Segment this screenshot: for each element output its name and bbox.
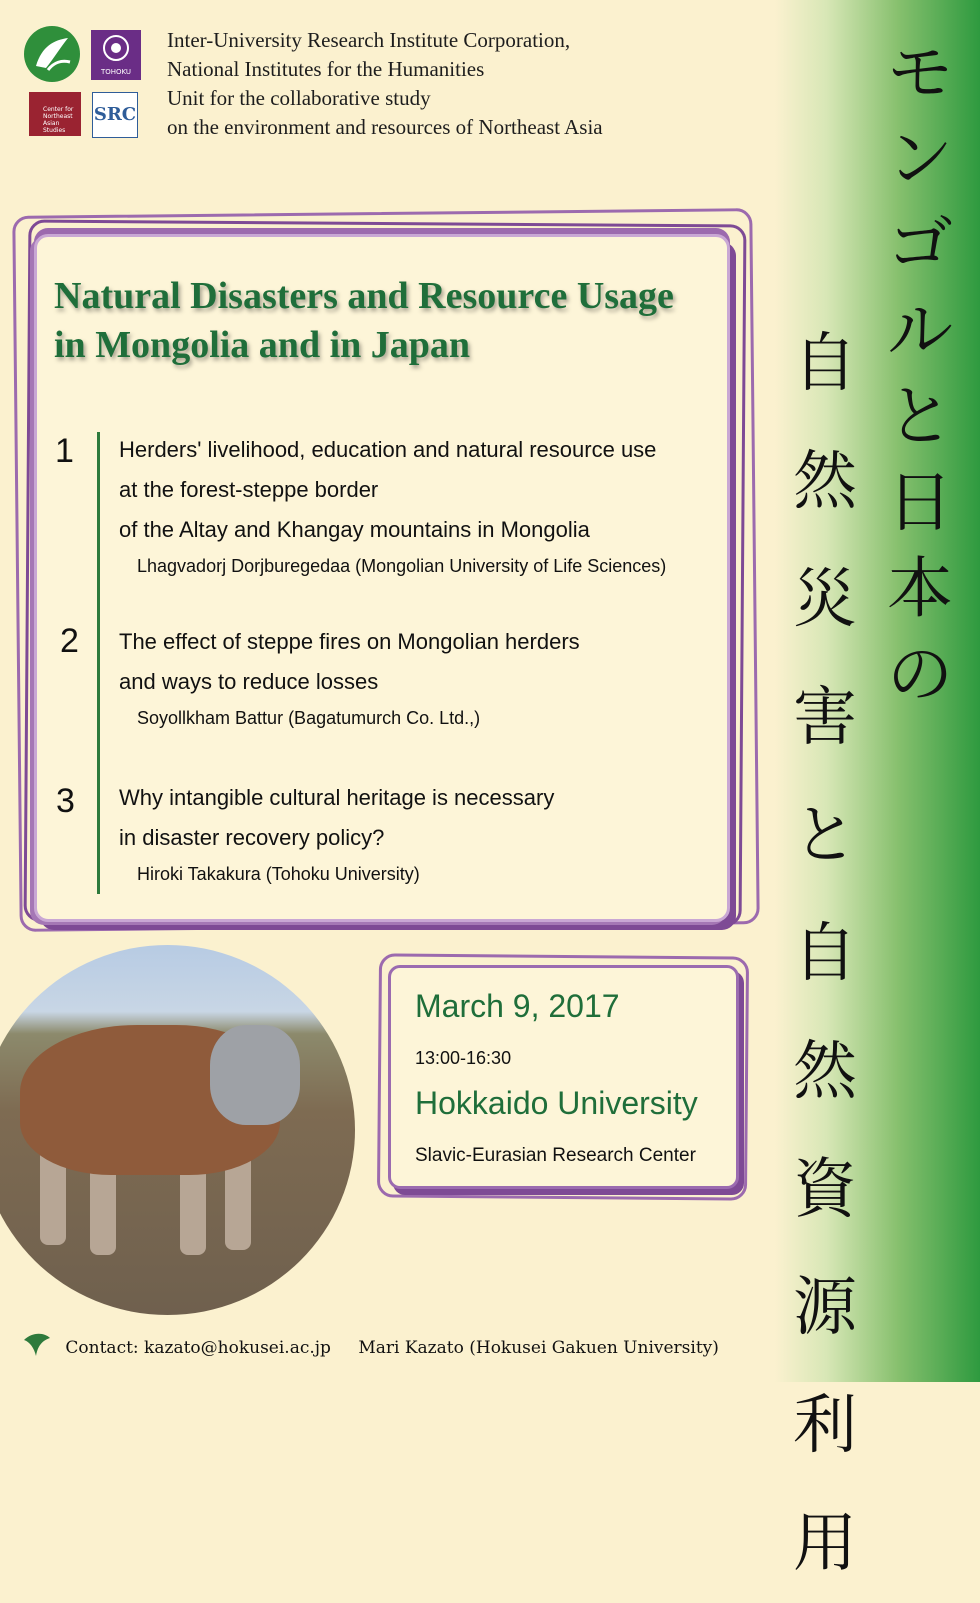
header-line: National Institutes for the Humanities (167, 57, 485, 81)
talk-title-line: Herders' livelihood, education and natural resource use (119, 437, 657, 462)
header-line: on the environment and resources of Northeast Asia (167, 115, 603, 139)
japanese-title-char: 然 (793, 1035, 857, 1109)
japanese-title-char: 然 (793, 445, 857, 519)
japanese-title-right-text (880, 30, 960, 718)
japanese-title-left-text (785, 305, 865, 1603)
tohoku-logo (91, 30, 141, 80)
japanese-title-char: 本 (887, 550, 953, 627)
japanese-title-char: 源 (793, 1271, 857, 1345)
event-venue-sub: Slavic-Eurasian Research Center (415, 1145, 696, 1166)
nihu-leaf-icon (24, 26, 80, 82)
japanese-title-char: 自 (793, 327, 857, 401)
japanese-title-char: ル (887, 292, 953, 369)
talk-title-line: The effect of steppe fires on Mongolian herders (119, 629, 580, 654)
leaf-icon (22, 1332, 52, 1365)
contact-person: Mari Kazato (Hokusei Gakuen University) (358, 1338, 719, 1358)
talk-title (119, 622, 580, 702)
japanese-title-char: の (887, 636, 953, 713)
talk-title-line: Why intangible cultural heritage is necessary (119, 785, 555, 810)
event-time: 13:00-16:30 (415, 1048, 512, 1068)
src-logo (92, 92, 138, 138)
tohoku-crest-icon (91, 30, 141, 66)
event-venue: Hokkaido University (415, 1085, 698, 1121)
japanese-title-char: 自 (793, 917, 857, 991)
cow-photo (0, 945, 355, 1315)
japanese-title-left (785, 305, 865, 1603)
talk-divider (97, 432, 100, 582)
cneas-logo-text: Center for Northeast Asian Studies (43, 106, 74, 134)
header-line: Inter-University Research Institute Corporation, (167, 28, 571, 52)
contact-line (22, 1332, 719, 1365)
talk-divider (97, 762, 100, 894)
japanese-title-char: ン (887, 120, 953, 197)
header-line: Unit for the collaborative study (167, 86, 431, 110)
talk-title (119, 430, 656, 550)
japanese-title-char: 資 (793, 1153, 857, 1227)
contact-email[interactable]: Contact: kazato@hokusei.ac.jp (65, 1338, 331, 1358)
src-logo-text: SRC (93, 104, 137, 125)
event-title (54, 272, 674, 370)
event-title-line: in Mongolia and in Japan (54, 324, 471, 366)
japanese-title-char: モ (887, 34, 953, 111)
talk-speaker: Lhagvadorj Dorjburegedaa (Mongolian University of Life Sciences) (137, 556, 667, 576)
japanese-title-right (880, 30, 960, 718)
japanese-title-char: 災 (793, 563, 857, 637)
cneas-logo (29, 92, 81, 136)
talk-number: 1 (55, 432, 74, 470)
cow-head (210, 1025, 300, 1125)
nihu-logo (24, 26, 80, 82)
talk-speaker: Soyollkham Battur (Bagatumurch Co. Ltd.,) (137, 708, 481, 728)
japanese-title-char: と (887, 378, 953, 455)
japanese-title-char: 利 (793, 1389, 857, 1463)
event-title-line: Natural Disasters and Resource Usage (54, 275, 674, 317)
japanese-title-char: 日 (887, 464, 953, 541)
talk-title-line: at the forest-steppe border (119, 477, 379, 502)
organizer-header (167, 26, 603, 142)
talk-title-line: of the Altay and Khangay mountains in Mongolia (119, 517, 590, 542)
japanese-title-char: ゴ (887, 206, 953, 283)
talk-divider (97, 582, 100, 762)
talk-number: 3 (56, 782, 75, 820)
event-date: March 9, 2017 (415, 988, 620, 1024)
tohoku-logo-text: TOHOKU (100, 68, 132, 76)
japanese-title-char: と (793, 799, 857, 873)
talk-title-line: and ways to reduce losses (119, 669, 379, 694)
talk-title-line: in disaster recovery policy? (119, 825, 385, 850)
talk-speaker: Hiroki Takakura (Tohoku University) (137, 864, 420, 884)
talk-number: 2 (60, 622, 79, 660)
japanese-title-char: 用 (793, 1507, 857, 1581)
talk-title (119, 778, 554, 858)
japanese-title-char: 害 (793, 681, 857, 755)
